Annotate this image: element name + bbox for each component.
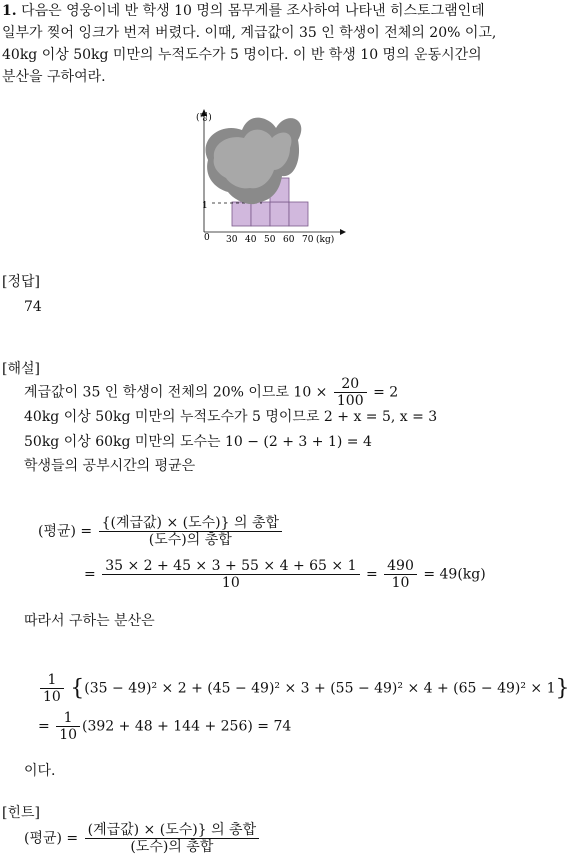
solution-line-6: 이다. xyxy=(24,763,56,779)
solution-l1-result: = 2 xyxy=(373,384,399,401)
y-tick-label-1: 1 xyxy=(202,201,208,211)
solution-line-2: 40kg 이상 50kg 미만의 누적도수가 5 명이므로 2 + x = 5, x = 3 xyxy=(24,409,438,425)
hint-formula xyxy=(24,822,261,855)
variance-eq-sign: = xyxy=(38,718,50,735)
problem-line-2: 일부가 찢어 잉크가 번져 버렸다. 이때, 계급값이 35 인 학생이 전체의 20% 이고, xyxy=(2,25,497,41)
x-axis-label: (kg) xyxy=(316,235,335,245)
variance-numerator: 1 xyxy=(40,672,64,689)
y-axis-label: (명) xyxy=(196,113,212,123)
variance-numerator-2: 1 xyxy=(56,710,80,727)
x-tick-label: 70 xyxy=(302,235,314,245)
solution-line-4: 학생들의 공부시간의 평균은 xyxy=(24,458,196,474)
mean-sum-fraction xyxy=(102,558,359,591)
mean-fraction xyxy=(99,515,282,548)
variance-formula xyxy=(38,672,570,705)
histogram-figure xyxy=(190,100,350,250)
mean-sum-denominator: 10 xyxy=(221,575,240,591)
right-brace: } xyxy=(555,676,570,701)
variance-denominator: 10 xyxy=(43,689,61,705)
mean-formula xyxy=(38,515,284,548)
mean-lhs: (평균) = xyxy=(38,523,93,540)
mean-sum-numerator: 35 × 2 + 45 × 3 + 55 × 4 + 65 × 1 xyxy=(102,558,359,575)
variance-fraction-2 xyxy=(56,710,80,743)
mean-eq-sign-2: = xyxy=(365,566,378,583)
mean-denominator: (도수)의 총합 xyxy=(148,532,232,548)
mean-computation xyxy=(84,558,486,591)
mean-numerator: {(계급값) × (도수)} 의 총합 xyxy=(99,515,282,532)
solution-l1-text: 계급값이 35 인 학생이 전체의 20% 이므로 10 × xyxy=(24,384,328,401)
mean-result: = 49(kg) xyxy=(423,566,486,583)
x-tick-label: 30 xyxy=(226,235,238,245)
variance-result xyxy=(38,710,291,743)
problem-line-1 xyxy=(2,0,485,22)
variance-sum-result: (392 + 48 + 144 + 256) = 74 xyxy=(82,718,292,735)
histogram-bar xyxy=(232,202,251,226)
x-tick-labels xyxy=(226,235,314,245)
mean-eq-sign: = xyxy=(84,566,96,583)
fraction-numerator: 20 xyxy=(334,376,367,393)
mean-490-numerator: 490 xyxy=(384,558,417,575)
histogram-bar xyxy=(251,202,270,226)
histogram-bar xyxy=(270,202,289,226)
problem-line-3: 40kg 이상 50kg 미만의 누적도수가 5 명이다. 이 반 학생 10 명의 운동시간의 xyxy=(2,47,482,63)
x-tick-label: 40 xyxy=(245,235,257,245)
hint-denominator: (도수)의 총합 xyxy=(130,839,214,855)
origin-label: 0 xyxy=(204,233,210,243)
solution-line-5: 따라서 구하는 분산은 xyxy=(24,613,155,629)
solution-header: [해설] xyxy=(2,361,40,377)
solution-line-1 xyxy=(24,376,398,409)
problem-number: 1. xyxy=(2,3,17,19)
solution-line-3: 50kg 이상 60kg 미만의 도수는 10 − (2 + 3 + 1) = 4 xyxy=(24,434,372,450)
fraction-denominator: 100 xyxy=(336,393,364,409)
variance-body: (35 − 49)² × 2 + (45 − 49)² × 3 + (55 − 49)² × 4 + (65 − 49)² × 1 xyxy=(84,680,556,697)
problem-text-1: 다음은 영웅이네 반 학생 10 명의 몸무게를 조사하여 나타낸 히스토그램인데 xyxy=(16,3,485,19)
answer-header: [정답] xyxy=(2,274,40,290)
fraction-20-100 xyxy=(334,376,367,409)
x-axis-arrow xyxy=(340,229,346,235)
histogram-bar xyxy=(289,202,308,226)
variance-fraction xyxy=(40,672,64,705)
variance-denominator-2: 10 xyxy=(59,727,78,743)
hint-fraction xyxy=(85,822,259,855)
hint-numerator: (계급값) × (도수)} 의 총합 xyxy=(85,822,259,839)
x-tick-label: 60 xyxy=(283,235,295,245)
mean-490-denominator: 10 xyxy=(391,575,410,591)
problem-line-4: 분산을 구하여라. xyxy=(2,69,106,85)
x-tick-label: 50 xyxy=(264,235,276,245)
left-brace: { xyxy=(70,676,85,701)
hint-header: [힌트] xyxy=(2,805,40,821)
answer-value: 74 xyxy=(24,299,42,315)
hint-lhs: (평균) = xyxy=(24,830,79,847)
mean-490-fraction xyxy=(384,558,417,591)
